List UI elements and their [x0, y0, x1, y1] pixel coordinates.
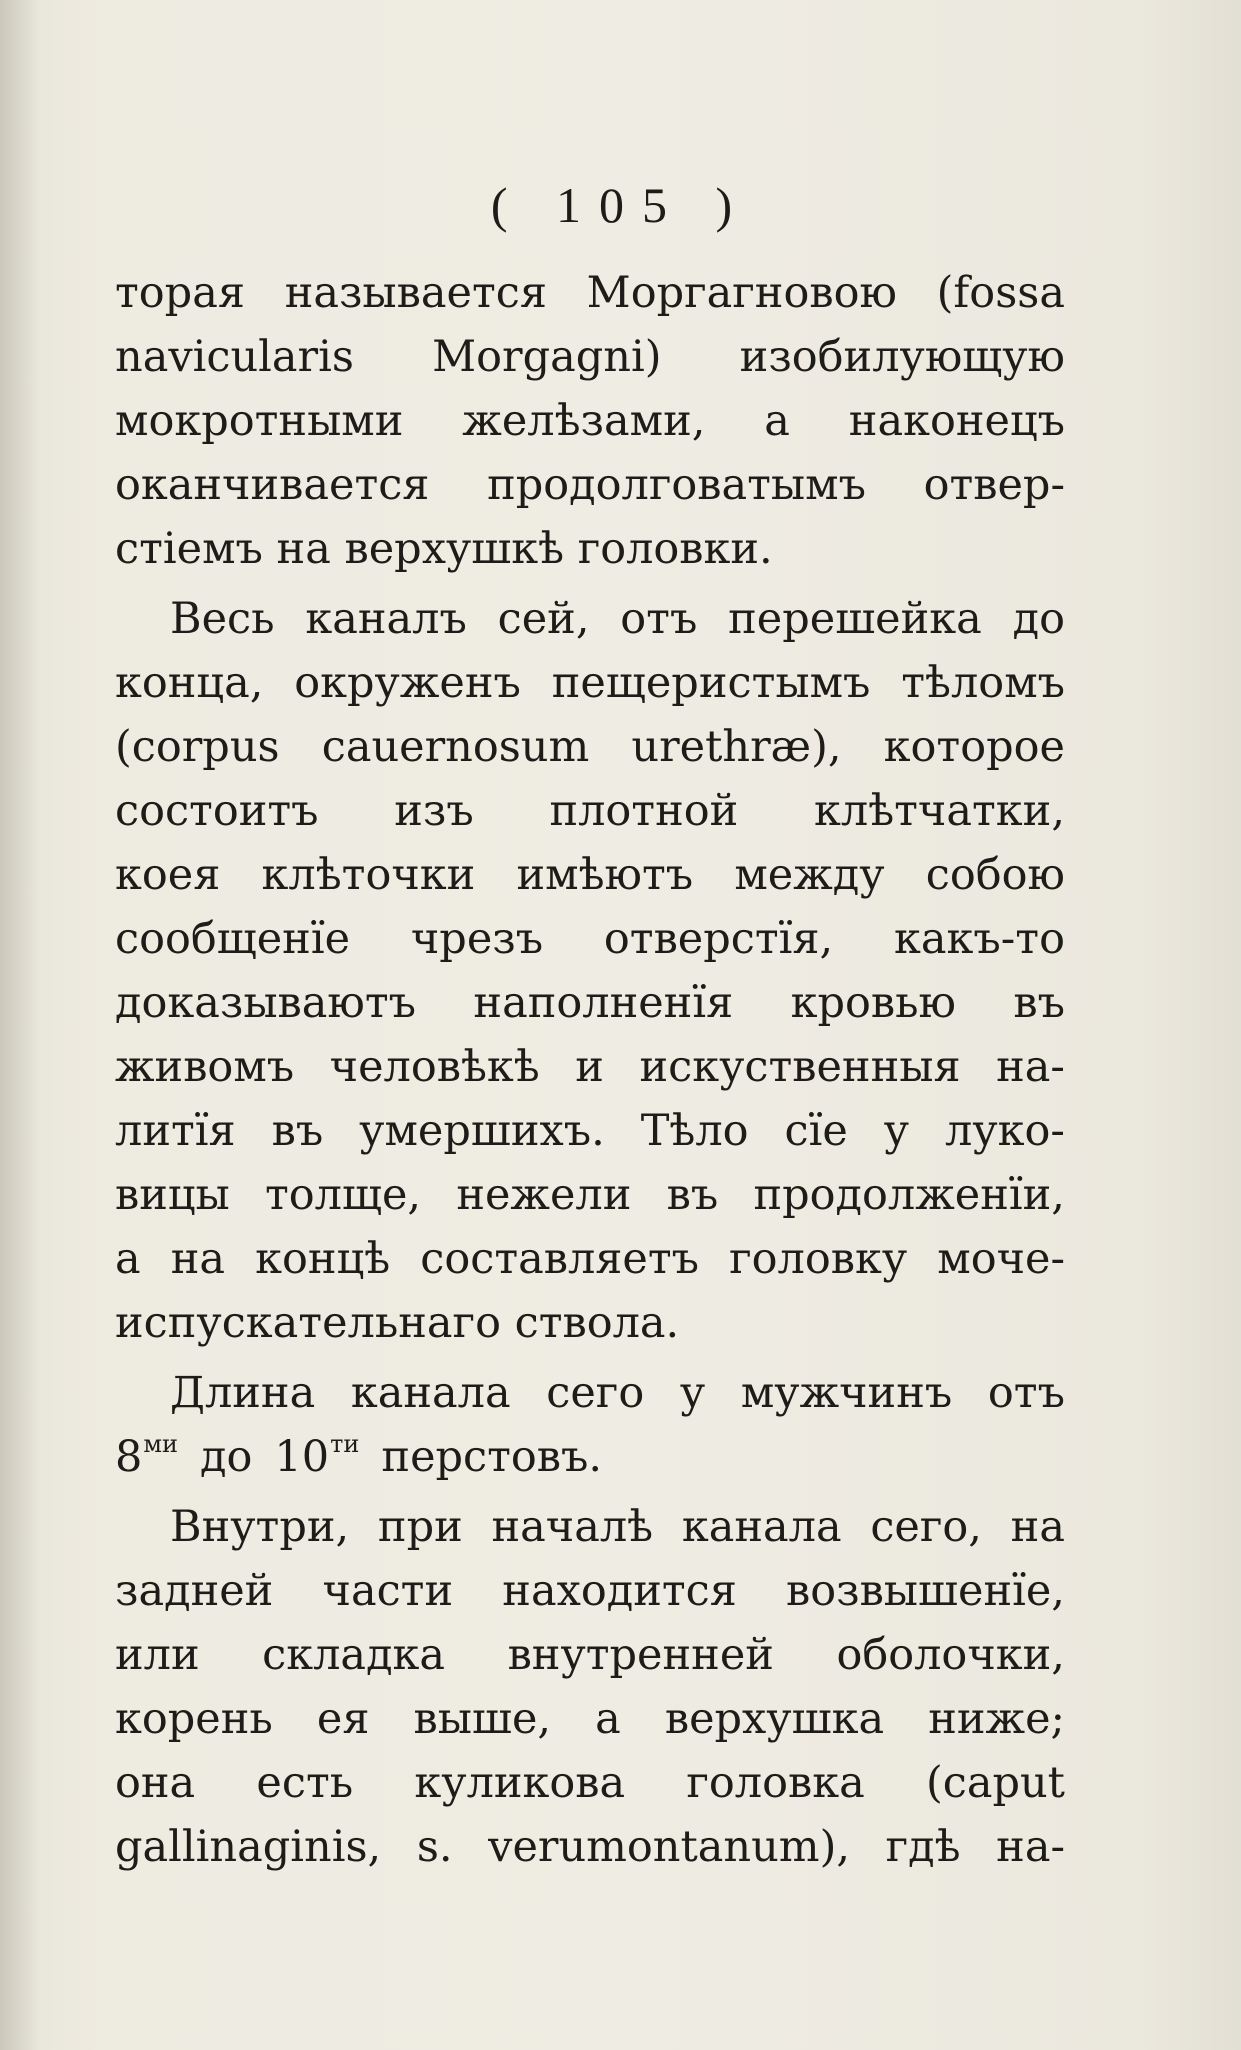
text-line: она есть куликова головка (caput: [115, 1758, 1065, 1808]
text-line: мокротными желѣзами, а наконецъ: [115, 396, 1065, 446]
measure-unit: перстовъ.: [381, 1432, 603, 1482]
text-line: вицы толще, нежели въ продолженїи,: [115, 1170, 1065, 1220]
text-line: (corpus cauernosum urethræ), которое: [115, 722, 1065, 772]
text-line: сообщенїе чрезъ отверстїя, какъ-то: [115, 914, 1065, 964]
text-line: оканчивается продолговатымъ отвер-: [115, 460, 1065, 510]
measure-to: $10^{ти}$: [274, 1429, 360, 1482]
text-line: navicularis Morgagni) изобилующую: [115, 332, 1065, 382]
measure-line: [115, 1429, 1065, 1496]
text-line: а на концѣ составляетъ головку моче-: [115, 1234, 1065, 1284]
measure-from: $8^{ми}$: [115, 1429, 179, 1482]
text-line: литїя въ умершихъ. Тѣло сїе у луко-: [115, 1106, 1065, 1156]
gutter-shadow: [0, 0, 40, 2050]
text-line: gallinaginis, s. verumontanum), гдѣ на-: [115, 1822, 1065, 1872]
measure-to-word: до: [200, 1432, 253, 1482]
text-line: или складка внутренней оболочки,: [115, 1630, 1065, 1680]
text-line: Длина канала сего у мужчинъ отъ: [170, 1368, 1065, 1418]
text-line: доказываютъ наполненїя кровью въ: [115, 978, 1065, 1028]
text-line: живомъ человѣкѣ и искуственныя на-: [115, 1042, 1065, 1092]
body-text: [115, 268, 1065, 1886]
text-line: стіемъ на верхушкѣ головки.: [115, 524, 773, 574]
text-line: Внутри, при началѣ канала сего, на: [170, 1502, 1065, 1552]
text-line: состоитъ изъ плотной клѣтчатки,: [115, 786, 1065, 836]
text-line: задней части находится возвышенїе,: [115, 1566, 1065, 1616]
text-line: конца, окруженъ пещеристымъ тѣломъ: [115, 658, 1065, 708]
text-line: торая называется Моргагновою (fossa: [115, 268, 1065, 318]
text-line: корень ея выше, а верхушка ниже;: [115, 1694, 1065, 1744]
page-number: ( 105 ): [490, 177, 751, 233]
text-line: коея клѣточки имѣютъ между собою: [115, 850, 1065, 900]
text-line: Весь каналъ сей, отъ перешейка до: [170, 594, 1065, 644]
text-line: испускательнаго ствола.: [115, 1298, 680, 1348]
